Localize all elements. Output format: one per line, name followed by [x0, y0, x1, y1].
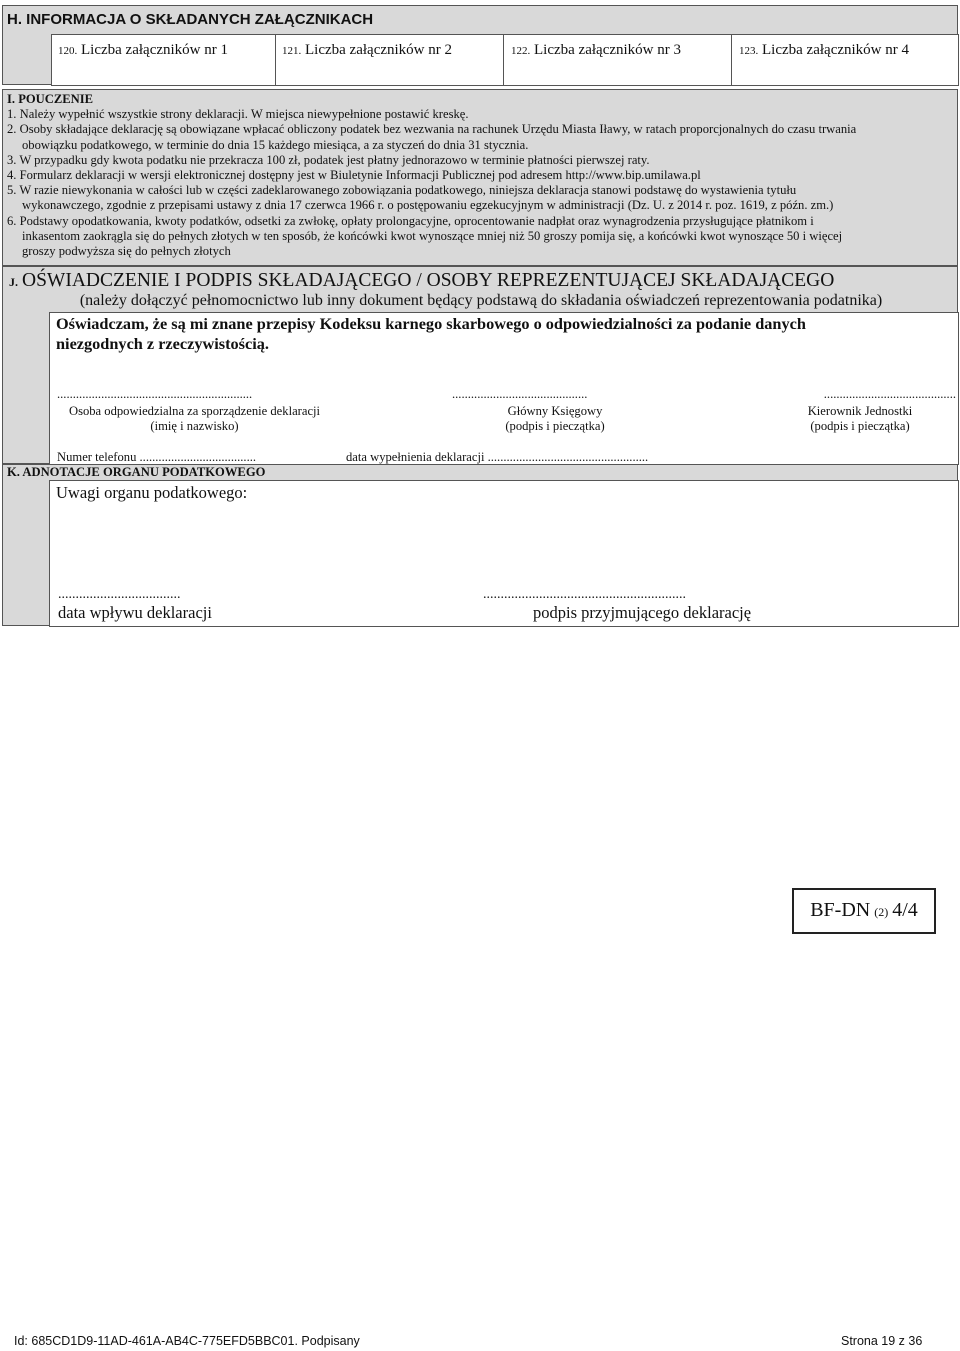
field-number: 122. [511, 45, 531, 57]
instruction-line: obowiązku podatkowego, w terminie do dnia 15 każdego miesiąca, a za styczeń do dnia 31 stycznia. [22, 137, 529, 152]
instruction-line: 6. Podstawy opodatkowania, kwoty podatków, odsetki za zwłokę, opłaty prolongacyjne, oprocentowanie nadpłat oraz wynagrodzenia przysługujące płatnikom i [7, 213, 814, 228]
declaration-box [49, 312, 959, 465]
receipt-date-label: data wpływu deklaracji [58, 603, 212, 622]
receiver-signature-label: podpis przyjmującego deklarację [533, 603, 752, 622]
field-number: 123. [739, 45, 759, 57]
signature-sublabel: (podpis i pieczątka) [505, 419, 605, 434]
field-number: 121. [282, 45, 302, 57]
section-i-title: I. POUCZENIE [7, 92, 94, 106]
receipt-date-dots: ................................... [58, 587, 181, 602]
receipt-date-field[interactable] [58, 587, 212, 623]
instruction-line: 4. Formularz deklaracji w wersji elektronicznej dostępny jest w Biuletynie Informacji Publicznej pod adresem http://www.bip.umilawa.pl [7, 168, 701, 183]
form-code: BF-DN [810, 899, 871, 921]
fill-date-field[interactable]: data wypełnienia deklaracji ................................................... [346, 450, 649, 464]
section-k [2, 464, 958, 626]
section-h-title: H. INFORMACJA O SKŁADANYCH ZAŁĄCZNIKACH [7, 11, 374, 28]
attachments-2-field[interactable] [275, 34, 504, 86]
signature-dots: ........................................... [452, 387, 588, 401]
attachments-4-field[interactable] [731, 34, 959, 86]
statement-line-2: niezgodnych z rzeczywistością. [56, 334, 269, 353]
receiver-signature-dots: .......................................................... [483, 587, 686, 602]
instruction-line: 5. W razie niewykonania w całości lub w części zadeklarowanego zobowiązania podatkowego, niniejsza deklaracja stanowi podstawę do wystawienia tytułu [7, 183, 797, 198]
phone-field[interactable]: Numer telefonu ..................................... [57, 450, 257, 464]
field-label: Liczba załączników nr 1 [81, 42, 229, 58]
form-page: 4/4 [892, 899, 918, 921]
attachments-1-field[interactable] [51, 34, 276, 86]
signature-unit-head[interactable] [762, 387, 958, 435]
receiver-signature-field[interactable] [483, 587, 751, 623]
footer-signature-id: Id: 685CD1D9-11AD-461A-AB4C-775EFD5BBC01. Podpisany [14, 1334, 360, 1348]
instruction-line: 3. W przypadku gdy kwota podatku nie przekracza 100 zł, podatek jest płatny jednorazowo w terminie płatności pierwszej raty. [7, 152, 650, 167]
field-number: 120. [58, 45, 78, 57]
signature-dots: .......................................... [823, 387, 956, 401]
office-notes-box[interactable] [49, 480, 959, 627]
statement-line-1: Oświadczam, że są mi znane przepisy Kodeksu karnego skarbowego o odpowiedzialności za podanie danych [56, 314, 806, 333]
section-j [2, 266, 958, 464]
attachments-3-field[interactable] [503, 34, 732, 86]
instruction-line: wykonawczego, zgodnie z przepisami ustawy z dnia 17 czerwca 1966 r. o postępowaniu egzekucyjnym w administracji (Dz. U. z 2014 r. poz. 1619, z późn. zm.) [22, 198, 834, 213]
signature-label: Kierownik Jednostki [807, 404, 913, 419]
field-label: Liczba załączników nr 2 [305, 42, 453, 58]
section-j-prefix: J. [9, 275, 18, 289]
section-j-title [9, 270, 834, 292]
instruction-line: 1. Należy wypełnić wszystkie strony deklaracji. W miejsca niewypełnione postawić kreskę. [7, 107, 469, 122]
signature-sublabel: (imię i nazwisko) [150, 419, 239, 434]
section-h [2, 5, 958, 85]
section-i [2, 89, 958, 266]
signature-chief-accountant[interactable] [440, 387, 670, 435]
signature-dots: .............................................................. [57, 387, 253, 401]
instruction-line: groszy podwyższa się do pełnych złotych [22, 244, 231, 259]
field-label: Liczba załączników nr 4 [762, 42, 910, 58]
signature-label: Osoba odpowiedzialna za sporządzenie deklaracji [68, 404, 321, 419]
signature-sublabel: (podpis i pieczątka) [810, 419, 910, 434]
section-j-subtitle: (należy dołączyć pełnomocnictwo lub inny dokument będący podstawą do składania oświadczeń reprezentowania podatnika) [79, 292, 883, 309]
instruction-line: inkasentom zaokrągla się do pełnych złotych w ten sposób, że końcówki kwot wynoszące mniej niż 50 groszy pomija się, a końcówki kwot wynoszące 50 i więcej [22, 228, 843, 243]
form-code-box [792, 888, 936, 934]
instructions-text [7, 92, 955, 259]
section-k-title: K. ADNOTACJE ORGANU PODATKOWEGO [7, 465, 266, 479]
instruction-line: 2. Osoby składające deklarację są obowiązane wpłacać obliczony podatek bez wezwania na rachunek Urzędu Miasta Iławy, w ratach proporcjonalnych do czasu trwania [7, 122, 857, 137]
form-version: (2) [874, 905, 889, 919]
signature-preparer[interactable] [52, 387, 337, 435]
section-j-title-text: OŚWIADCZENIE I PODPIS SKŁADAJĄCEGO / OSOBY REPREZENTUJĄCEJ SKŁADAJĄCEGO [22, 270, 835, 291]
footer-page-number: Strona 19 z 36 [841, 1334, 923, 1348]
field-label: Liczba załączników nr 3 [534, 42, 682, 58]
remarks-label: Uwagi organu podatkowego: [56, 483, 248, 502]
signature-label: Główny Księgowy [507, 404, 603, 419]
